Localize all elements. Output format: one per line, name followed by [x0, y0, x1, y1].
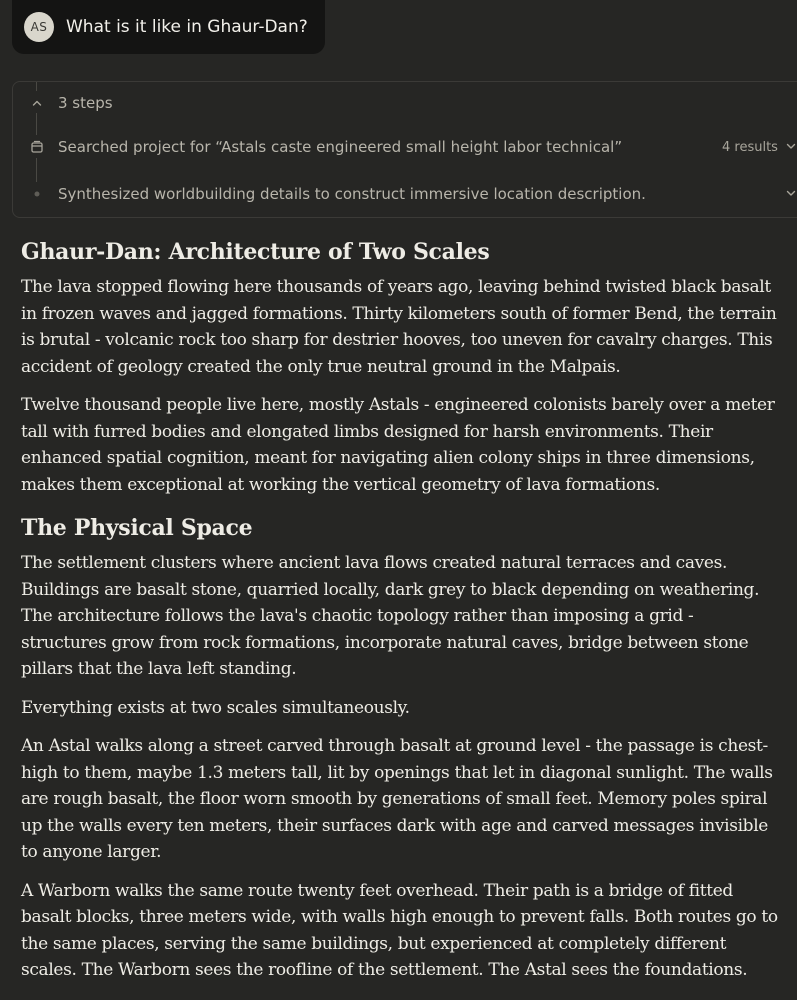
user-avatar[interactable]: AS: [24, 12, 54, 42]
chevron-up-icon: [29, 95, 45, 111]
dot-icon: [29, 186, 45, 202]
search-icon: [29, 139, 45, 155]
response-content: [21, 232, 781, 984]
step-item-synthesize[interactable]: [13, 183, 797, 205]
article-title: Ghaur-Dan: Architecture of Two Scales: [21, 239, 490, 265]
step-result-count: 4 results: [722, 139, 778, 155]
section-heading: The Physical Space: [21, 515, 253, 541]
timeline-line: [36, 113, 37, 135]
user-message-bubble: [12, 0, 325, 54]
steps-panel: [12, 81, 797, 218]
paragraph: The settlement clusters where ancient lava flows created natural terraces and caves. Buildings are basalt stone, quarried locally, dark grey to black depending on weathering. The architecture follows the lava's chaotic topology rather than imposing a grid - structures grow from rock formations, incorporate natural caves, bridge between stone pillars that the lava left standing.: [21, 553, 760, 679]
step-item-label: Searched project for “Astals caste engineered small height labor technical”: [58, 138, 623, 156]
paragraph: A Warborn walks the same route twenty feet overhead. Their path is a bridge of fitted basalt blocks, three meters wide, with walls high enough to prevent falls. Both routes go to the same places, serving the same buildings, but experienced at completely different scales. The Warborn sees the roofline of the settlement. The Astal sees the foundations.: [21, 880, 778, 980]
paragraph: The lava stopped flowing here thousands of years ago, leaving behind twisted black basalt in frozen waves and jagged formations. Thirty kilometers south of former Bend, the terrain is brutal - volcanic rock too sharp for destrier hooves, too uneven for cavalry charges. This accident of geology created the only true neutral ground in the Malpais.: [21, 277, 777, 377]
steps-toggle[interactable]: [13, 92, 797, 114]
timeline-line: [36, 82, 37, 91]
chevron-down-icon[interactable]: [785, 138, 797, 156]
step-item-label: Synthesized worldbuilding details to construct immersive location description.: [58, 185, 646, 203]
paragraph: Everything exists at two scales simultaneously.: [21, 697, 410, 718]
timeline-line: [36, 158, 37, 182]
step-item-search[interactable]: [13, 136, 797, 158]
paragraph: An Astal walks along a street carved through basalt at ground level - the passage is chest-high to them, maybe 1.3 meters tall, lit by openings that let in diagonal sunlight. The walls are rough basalt, the floor worn smooth by generations of small feet. Memory poles spiral up the walls every ten meters, their surfaces dark with age and carved messages invisible to anyone larger.: [21, 736, 773, 862]
steps-toggle-label: 3 steps: [58, 94, 113, 112]
chevron-down-icon[interactable]: [785, 185, 797, 203]
paragraph: Twelve thousand people live here, mostly Astals - engineered colonists barely over a meter tall with furred bodies and elongated limbs designed for harsh environments. Their enhanced spatial cognition, meant for navigating alien colony ships in three dimensions, makes them exceptional at working the vertical geometry of lava formations.: [21, 395, 775, 495]
user-message-text: What is it like in Ghaur-Dan?: [66, 17, 308, 37]
